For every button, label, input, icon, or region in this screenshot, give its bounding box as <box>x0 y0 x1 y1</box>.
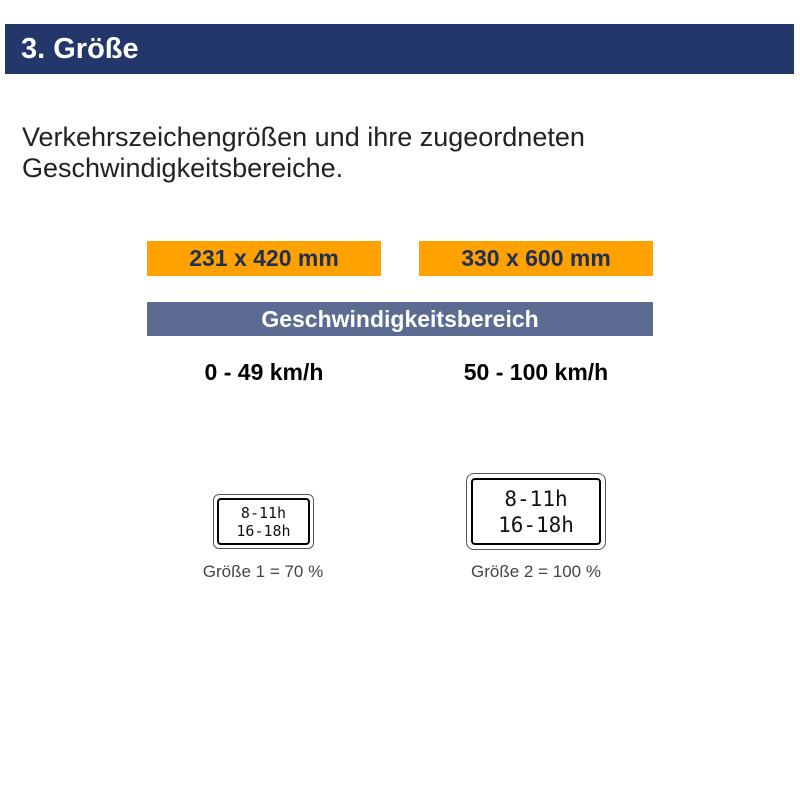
sign-small-line-1: 8-11h <box>240 503 287 522</box>
sign-large-line-2: 16-18h <box>498 512 574 537</box>
intro-text: Verkehrszeichengrößen und ihre zugeordneten Geschwindigkeitsbereiche. <box>22 122 585 183</box>
size-label-1: 231 x 420 mm <box>147 241 381 276</box>
sign-large-line-1: 8-11h <box>504 486 568 511</box>
traffic-sign-large-frame <box>471 478 601 545</box>
traffic-sign-small-frame <box>217 498 310 545</box>
size-label-2: 330 x 600 mm <box>419 241 653 276</box>
speed-range-header: Geschwindigkeitsbereich <box>147 302 653 336</box>
sign-small-line-2: 16-18h <box>236 521 291 540</box>
traffic-sign-small <box>213 494 314 549</box>
speed-range-1: 0 - 49 km/h <box>204 359 324 385</box>
speed-range-2: 50 - 100 km/h <box>463 359 609 385</box>
sign-large-caption: Größe 2 = 100 % <box>471 562 601 581</box>
traffic-sign-large <box>466 473 606 550</box>
sign-small-caption: Größe 1 = 70 % <box>202 562 324 581</box>
section-title: 3. Größe <box>21 33 139 65</box>
section-header <box>5 24 794 74</box>
